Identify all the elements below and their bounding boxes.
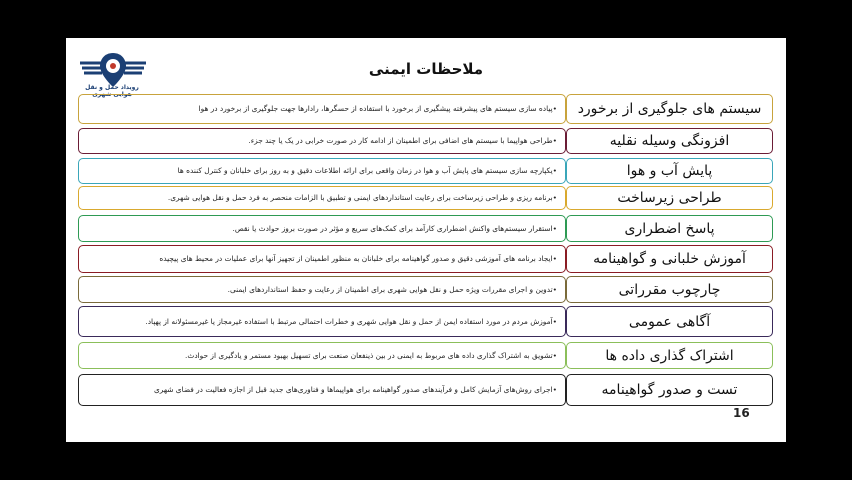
- row-description-text: •طراحی هواپیما با سیستم های اضافی برای اطمینان از ادامه کار در صورت خرابی در یک یا چند جزء.: [248, 136, 557, 145]
- slide-title: ملاحظات ایمنی: [368, 60, 484, 78]
- row-description-text: •یکپارچه سازی سیستم های پایش آب و هوا در زمان واقعی برای ارائه اطلاعات دقیق و به روز برای خلبانان و کنترل کننده ها: [177, 166, 557, 175]
- row-label: اشتراک گذاری داده ها: [566, 342, 773, 369]
- row-description-text: •اجرای روش‌های آزمایش کامل و فرآیندهای صدور گواهینامه برای هواپیماها و فناوری‌های جدید قبل از اجازه فعالیت در فضای شهری: [153, 385, 557, 394]
- row-description-text: •ایجاد برنامه های آموزشی دقیق و صدور گواهینامه برای خلبانان به منظور اطمینان از تجهیز آنها برای عملیات در محیط های پیچیده: [159, 254, 557, 263]
- page-number: 16: [733, 406, 750, 420]
- row-label: چارچوب مقرراتی: [566, 276, 773, 303]
- safety-row: [78, 276, 773, 303]
- row-description-text: •تدوین و اجرای مقررات ویژه حمل و نقل هوایی شهری برای اطمینان از رعایت و حفظ استانداردهای ایمنی.: [227, 284, 557, 294]
- row-description-text: •برنامه ریزی و طراحی زیرساخت برای رعایت استانداردهای ایمنی و تطبیق با الزامات منحصر به فرد حمل و نقل هوایی شهری.: [167, 193, 557, 202]
- row-label: سیستم های جلوگیری از برخورد: [566, 94, 773, 124]
- safety-row: [78, 158, 773, 184]
- row-description-text: •پیاده سازی سیستم های پیشرفته پیشگیری از برخورد با استفاده از حسگرها، رادارها جهت جلوگیری از برخورد در هوا: [198, 104, 557, 113]
- row-label: پاسخ اضطراری: [566, 215, 773, 242]
- safety-row: [78, 245, 773, 273]
- row-label: تست و صدور گواهینامه: [566, 374, 773, 406]
- row-description: [78, 276, 566, 303]
- row-description: [78, 374, 566, 406]
- row-description-text: •تشویق به اشتراک گذاری داده های مربوط به ایمنی در بین ذینفعان صنعت برای تسهیل بهبود مستمر و یادگیری از حوادث.: [185, 350, 557, 360]
- safety-row: [78, 94, 773, 124]
- row-description: [78, 94, 566, 124]
- safety-row: [78, 342, 773, 369]
- row-description: [78, 215, 566, 242]
- row-description: [78, 186, 566, 210]
- row-description-text: •استقرار سیستم‌های واکنش اضطراری کارآمد برای کمک‌های سریع و مؤثر در صورت بروز حوادث یا نقص.: [232, 223, 557, 233]
- row-description: [78, 158, 566, 184]
- safety-row: [78, 306, 773, 337]
- row-label: آموزش خلبانی و گواهینامه: [566, 245, 773, 273]
- safety-row: [78, 186, 773, 210]
- row-label: طراحی زیرساخت: [566, 186, 773, 210]
- safety-row: [78, 128, 773, 154]
- row-label: افزونگی وسیله نقلیه: [566, 128, 773, 154]
- row-description: [78, 245, 566, 273]
- slide: [66, 38, 786, 442]
- row-description: [78, 342, 566, 369]
- row-label: پایش آب و هوا: [566, 158, 773, 184]
- row-description: [78, 128, 566, 154]
- row-description-text: •آموزش مردم در مورد استفاده ایمن از حمل و نقل هوایی شهری و خطرات احتمالی مرتبط با استفاده غیرمجاز یا غیرمسئولانه از پهپاد.: [145, 316, 557, 326]
- safety-row: [78, 215, 773, 242]
- row-description: [78, 306, 566, 337]
- row-label: آگاهی عمومی: [566, 306, 773, 337]
- safety-row: [78, 374, 773, 406]
- logo-text: رویداد حمل و نقل هوایی شهری: [85, 84, 139, 98]
